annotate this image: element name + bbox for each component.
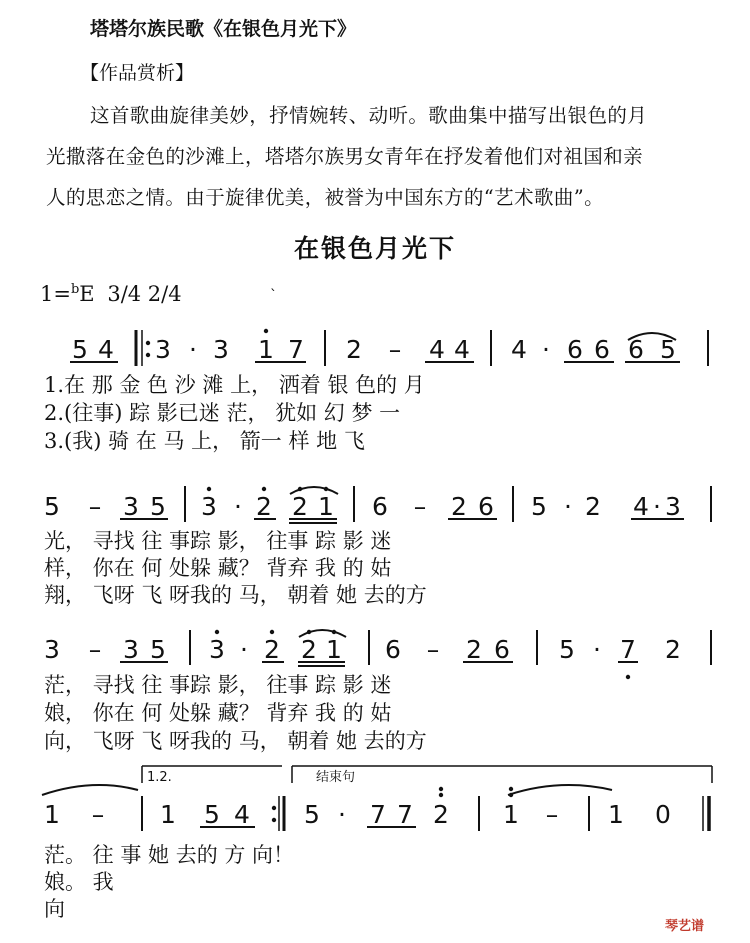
note-r1-10: 4: [429, 335, 445, 364]
note-r4-9: 7: [397, 800, 413, 829]
note-r2-7: 2: [256, 492, 272, 521]
note-r3-5: 3: [209, 635, 225, 664]
song-title: 在银色月光下: [293, 234, 456, 263]
lyric-row3-v1: 茫， 寻找 往 事踪 影， 往事 踪 影 迷: [44, 673, 392, 697]
note-r4-12: –: [545, 800, 559, 829]
note-r3-1: 3: [44, 635, 60, 664]
note-r2-16: 2: [585, 492, 601, 521]
note-r4-14: 0: [655, 800, 671, 829]
note-r2-15: ·: [564, 492, 572, 521]
note-r4-1: 1: [44, 800, 60, 829]
note-r4-4: 5: [204, 800, 220, 829]
note-r1-11: 4: [454, 335, 470, 364]
note-r1-1: 5: [72, 335, 88, 364]
note-r1-3: 3: [155, 335, 171, 364]
row-1-notes: [72, 335, 676, 364]
note-r4-5: 4: [234, 800, 250, 829]
note-r1-2: 4: [98, 335, 114, 364]
note-r3-8: 2: [301, 635, 317, 664]
lyric-row2-v3: 翔， 飞呀 飞 呀我的 马， 朝着 她 去的方: [44, 583, 427, 607]
note-r1-15: 6: [594, 335, 610, 364]
note-r1-16: 6: [628, 335, 644, 364]
note-r3-15: ·: [593, 635, 601, 664]
note-r2-5: 3: [201, 492, 217, 521]
note-r2-13: 6: [478, 492, 494, 521]
lyric-row1-v1: 1.在 那 金 色 沙 滩 上， 洒着 银 色的 月: [44, 373, 425, 397]
note-r4-2: –: [91, 800, 105, 829]
note-r3-14: 5: [559, 635, 575, 664]
time-signature: 3/4 2/4: [107, 282, 182, 306]
note-r3-7: 2: [264, 635, 280, 664]
row-3-notes: [44, 635, 681, 664]
note-r4-10: 2: [433, 800, 449, 829]
note-r2-14: 5: [531, 492, 547, 521]
volta-2: 结束句: [316, 770, 356, 785]
volta-1: 1.2.: [147, 770, 172, 785]
note-r4-11: 1: [503, 800, 519, 829]
note-r2-4: 5: [150, 492, 166, 521]
note-r4-3: 1: [160, 800, 176, 829]
note-r4-6: 5: [304, 800, 320, 829]
lyric-row3-v3: 向， 飞呀 飞 呀我的 马， 朝着 她 去的方: [44, 729, 427, 753]
note-r4-8: 7: [370, 800, 386, 829]
note-r2-6: ·: [234, 492, 242, 521]
note-r1-8: 2: [346, 335, 362, 364]
note-r2-11: –: [413, 492, 427, 521]
note-r1-7: 7: [288, 335, 304, 364]
note-r1-14: 6: [567, 335, 583, 364]
note-r2-19: 3: [665, 492, 681, 521]
note-r3-6: ·: [240, 635, 248, 664]
note-r2-12: 2: [451, 492, 467, 521]
note-r3-17: 2: [665, 635, 681, 664]
tick-mark: ˋ: [270, 288, 277, 304]
note-r1-12: 4: [511, 335, 527, 364]
paragraph-line-3: 人的思恋之情。由于旋律优美，被誉为中国东方的“艺术歌曲”。: [46, 186, 605, 209]
note-r3-9: 1: [326, 635, 342, 664]
note-r2-1: 5: [44, 492, 60, 521]
lyric-row1-v3: 3.(我) 骑 在 马 上， 箭一 样 地 飞: [44, 429, 365, 453]
note-r3-4: 5: [150, 635, 166, 664]
note-r3-12: 2: [466, 635, 482, 664]
note-r1-17: 5: [660, 335, 676, 364]
note-r2-18: ·: [653, 492, 661, 521]
note-r3-10: 6: [385, 635, 401, 664]
note-r1-5: 3: [213, 335, 229, 364]
note-r3-11: –: [426, 635, 440, 664]
lyric-row4-v1: 茫。 往 事 她 去的 方 向！: [44, 843, 295, 867]
lyric-row2-v1: 光， 寻找 往 事踪 影， 往事 踪 影 迷: [44, 529, 392, 553]
key-note: E: [79, 282, 95, 306]
note-r4-7: ·: [338, 800, 346, 829]
note-r2-17: 4: [633, 492, 649, 521]
note-r2-10: 6: [372, 492, 388, 521]
lyric-row1-v2: 2.(往事) 踪 影已迷 茫， 犹如 幻 梦 一: [44, 401, 401, 425]
note-r3-3: 3: [123, 635, 139, 664]
note-r1-9: –: [388, 335, 402, 364]
note-r2-8: 2: [292, 492, 308, 521]
key-prefix: 1=: [40, 282, 71, 306]
note-r3-16: 7: [620, 635, 636, 664]
header-title: 塔塔尔族民歌《在银色月光下》: [90, 18, 357, 40]
paragraph-line-2: 光撒落在金色的沙滩上，塔塔尔族男女青年在抒发着他们对祖国和亲: [46, 145, 644, 168]
section-label: 【作品赏析】: [80, 62, 195, 84]
paragraph-line-1: 这首歌曲旋律美妙，抒情婉转、动听。歌曲集中描写出银色的月: [90, 104, 648, 127]
note-r2-9: 1: [318, 492, 334, 521]
note-r3-2: –: [88, 635, 102, 664]
lyric-row4-v3: 向: [44, 897, 65, 921]
note-r2-2: –: [88, 492, 102, 521]
note-r3-13: 6: [494, 635, 510, 664]
note-r1-4: ·: [189, 335, 197, 364]
watermark-logo: 琴艺谱: [665, 919, 705, 934]
lyric-row3-v2: 娘， 你在 何 处躲 藏？ 背弃 我 的 姑: [44, 701, 392, 725]
note-r1-6: 1: [258, 335, 274, 364]
lyric-row4-v2: 娘。 我: [44, 870, 114, 894]
note-r4-13: 1: [608, 800, 624, 829]
note-r2-3: 3: [123, 492, 139, 521]
lyric-row2-v2: 样， 你在 何 处躲 藏？ 背弃 我 的 姑: [44, 556, 392, 580]
row-4-notes: [44, 800, 671, 829]
note-r1-13: ·: [542, 335, 550, 364]
key-flat: b: [70, 282, 80, 297]
row-2-notes: [44, 492, 681, 521]
